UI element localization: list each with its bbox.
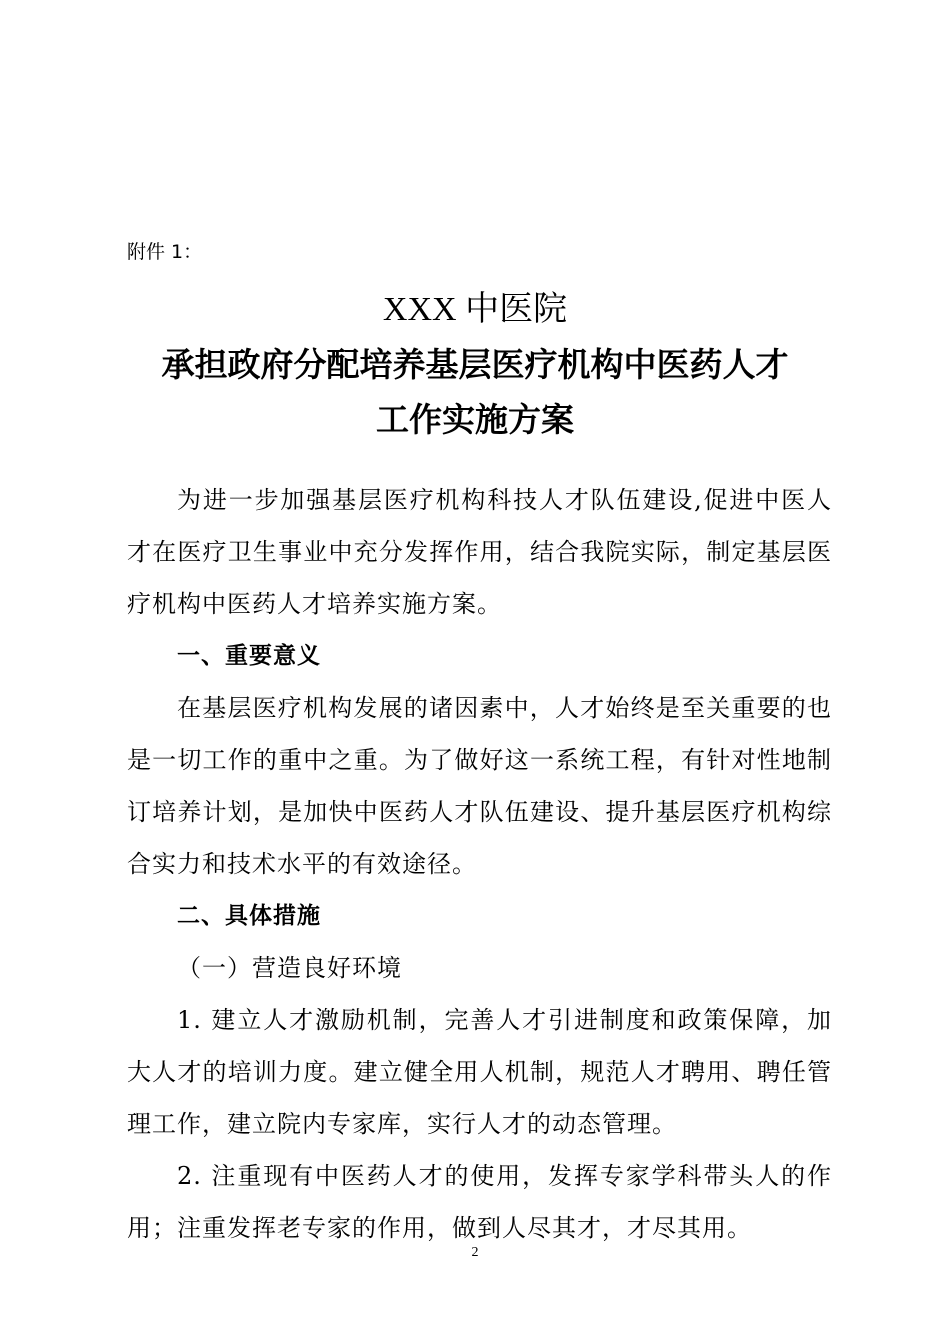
section-heading-significance: 一、重要意义 (177, 643, 321, 669)
measure-item-2: 2. 注重现有中医药人才的使用，发挥专家学科带头人的作用；注重发挥老专家的作用，做到人尽其才，才尽其用。 (127, 1162, 832, 1242)
page-number: 2 (471, 1245, 479, 1260)
title-line-main: 承担政府分配培养基层医疗机构中医药人才 (161, 345, 789, 384)
intro-paragraph: 为进一步加强基层医疗机构科技人才队伍建设,促进中医人才在医疗卫生事业中充分发挥作用，结合我院实际，制定基层医疗机构中医药人才培养实施方案。 (127, 486, 832, 618)
attachment-label: 附件 1： (127, 241, 203, 263)
section-heading-measures: 二、具体措施 (177, 903, 321, 929)
measure-item-1: 1. 建立人才激励机制，完善人才引进制度和政策保障，加大人才的培训力度。建立健全用人机制，规范人才聘用、聘任管理工作，建立院内专家库，实行人才的动态管理。 (127, 1006, 832, 1138)
title-line-plan: 工作实施方案 (376, 400, 574, 439)
significance-paragraph: 在基层医疗机构发展的诸因素中，人才始终是至关重要的也是一切工作的重中之重。为了做好这一系统工程，有针对性地制订培养计划，是加快中医药人才队伍建设、提升基层医疗机构综合实力和技术水平的有效途径。 (127, 694, 832, 878)
document-title (0, 282, 950, 447)
document-body (127, 474, 832, 1254)
subsection-heading-environment: （一）营造良好环境 (177, 954, 402, 982)
title-line-hospital: XXX 中医院 (382, 291, 568, 328)
